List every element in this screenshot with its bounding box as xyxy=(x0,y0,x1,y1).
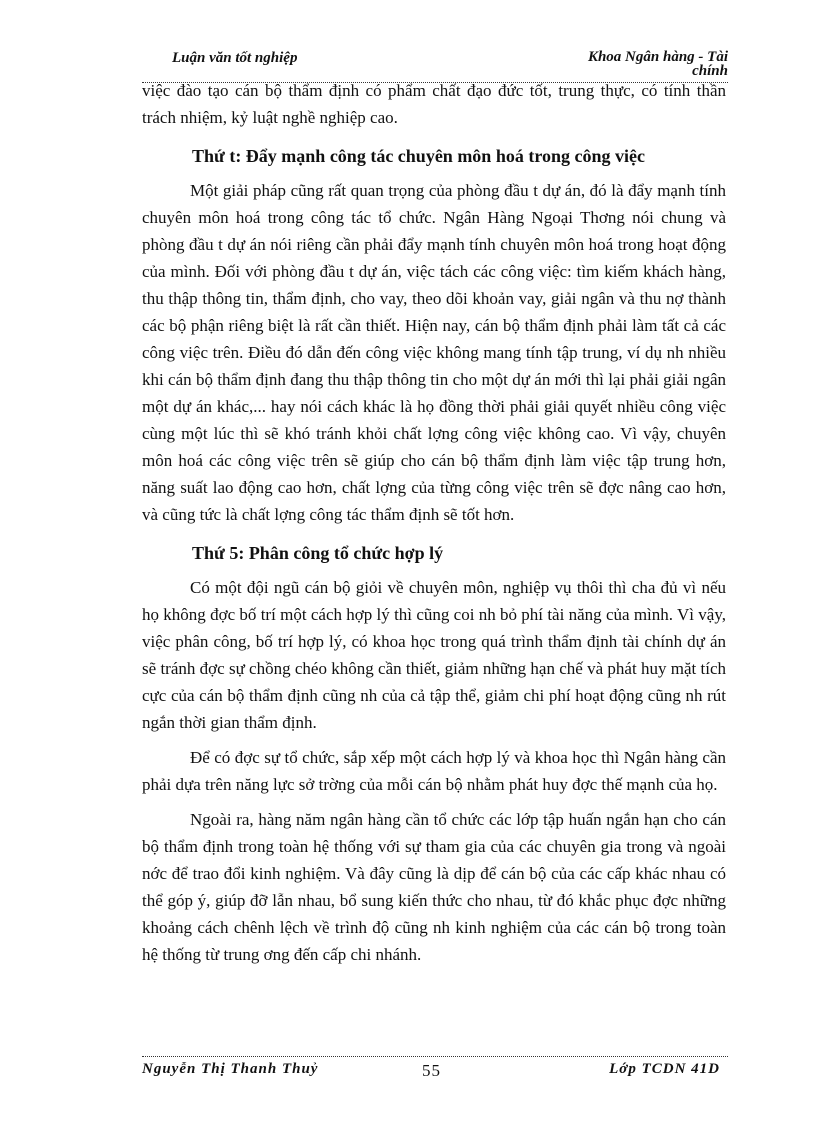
paragraph-specialization: Một giải pháp cũng rất quan trọng của phòng đầu t dự án, đó là đẩy mạnh tính chuyên môn hoá trong công tác tổ chức. Ngân Hàng Ngoại Thơng nói chung và phòng đầu t dự án nói riêng cần phải đẩy mạnh tính chuyên môn hoá trong hoạt động của mình. Đối với phòng đầu t dự án, việc tách các công việc: tìm kiếm khách hàng, thu thập thông tin, thẩm định, cho vay, theo dõi khoản vay, giải ngân và thu nợ thành các bộ phận riêng biệt là rất cần thiết. Hiện nay, cán bộ thẩm định phải làm tất cả các công việc trên. Điều đó dẫn đến công việc không mang tính tập trung, ví dụ nh nhiều khi cán bộ thẩm định đang thu thập thông tin cho một dự án mới thì lại phải giải ngân một dự án khác,... hay nói cách khác là họ đồng thời phải giải quyết nhiều công việc cùng một lúc thì sẽ khó tránh khỏi chất lợng công việc không cao. Vì vậy, chuyên môn hoá các công việc trên sẽ giúp cho cán bộ thẩm định làm việc tập trung hơn, năng suất lao động cao hơn, chất lợng của từng công việc trên sẽ đợc nâng cao hơn, và cũng tức là chất lợng công tác thẩm định sẽ tốt hơn. xyxy=(142,181,726,524)
header-faculty-line2: chính xyxy=(692,63,728,79)
paragraph-assignment: Có một đội ngũ cán bộ giỏi về chuyên môn, nghiệp vụ thôi thì cha đủ vì nếu họ không đợc bố trí một cách hợp lý thì cũng coi nh bỏ phí tài năng của mình. Vì vậy, việc phân công, bố trí hợp lý, có khoa học trong quá trình thẩm định tài chính dự án sẽ tránh đợc sự chồng chéo không cần thiết, giảm những hạn chế và phát huy mặt tích cực của cán bộ thẩm định cũng nh của cả tập thể, giảm chi phí hoạt động cũng nh rút ngắn thời gian thẩm định. xyxy=(142,578,726,732)
header-thesis-label: Luận văn tốt nghiệp xyxy=(172,50,298,66)
footer-class: Lớp TCDN 41D xyxy=(609,1061,720,1077)
paragraph-training: Ngoài ra, hàng năm ngân hàng cần tổ chức các lớp tập huấn ngắn hạn cho cán bộ thẩm định trong toàn hệ thống với sự tham gia của các chuyên gia trong và ngoài nớc để trao đổi kinh nghiệm. Và đây cũng là dịp để cán bộ của các cấp khác nhau có thể góp ý, giúp đỡ lẫn nhau, bổ sung kiến thức cho nhau, từ đó khắc phục đợc những khoảng cách chênh lệch về trình độ cũng nh kinh nghiệm của các cán bộ trong toàn hệ thống từ trung ơng đến cấp chi nhánh. xyxy=(142,810,726,964)
section-heading-4: Thứ t: Đẩy mạnh công tác chuyên môn hoá trong công việc xyxy=(192,146,645,166)
page-number: 55 xyxy=(422,1061,441,1080)
page-footer xyxy=(142,1056,728,1087)
header-faculty-line1: Khoa Ngân hàng - Tài xyxy=(587,49,728,65)
paragraph-continuation: việc đào tạo cán bộ thẩm định có phẩm chất đạo đức tốt, trung thực, có tính thần trách nhiệm, kỷ luật nghề nghiệp cao. xyxy=(142,81,726,127)
section-heading-5: Thứ 5: Phân công tổ chức hợp lý xyxy=(192,543,444,563)
footer-author: Nguyễn Thị Thanh Thuỷ xyxy=(142,1061,319,1077)
page-body xyxy=(142,77,726,968)
header-faculty xyxy=(588,50,728,78)
paragraph-organization: Để có đợc sự tổ chức, sắp xếp một cách hợp lý và khoa học thì Ngân hàng cần phải dựa trên năng lực sở trờng của mỗi cán bộ nhằm phát huy đợc thế mạnh của họ. xyxy=(142,748,726,794)
